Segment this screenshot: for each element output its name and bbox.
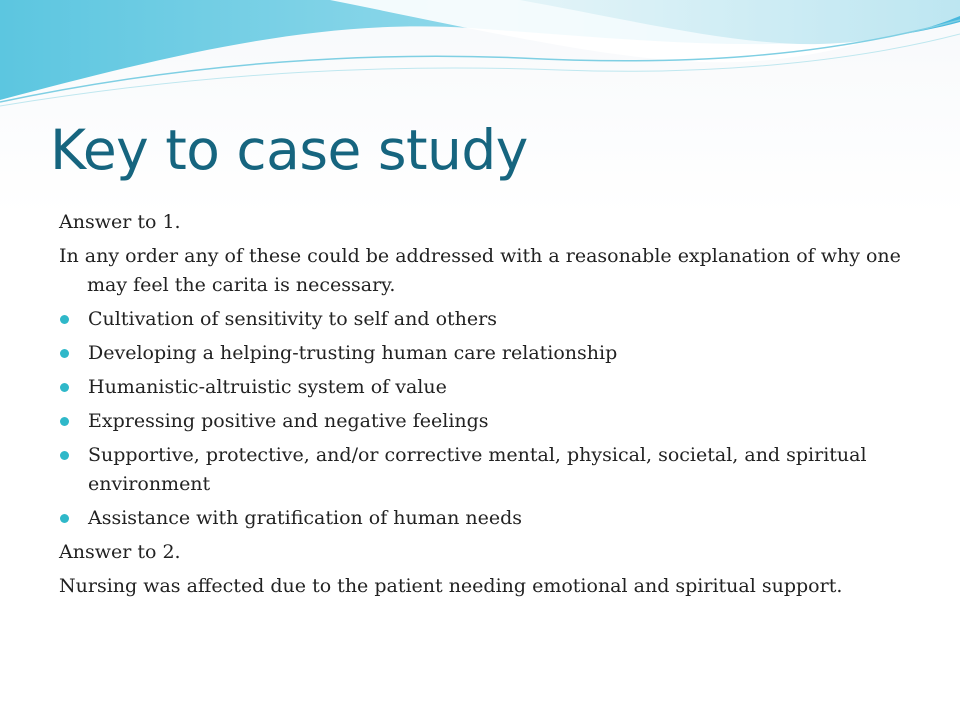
list-item-text: Humanistic-altruistic system of value: [88, 376, 447, 398]
list-item: [59, 305, 919, 334]
list-item-text: Assistance with gratification of human needs: [88, 507, 523, 529]
list-item-text: Supportive, protective, and/or corrective mental, physical, societal, and spiritual environment: [88, 444, 867, 495]
bullet-dot-icon: [60, 315, 69, 324]
list-item: [59, 504, 919, 533]
list-item: [59, 339, 919, 368]
caritas-list: [59, 305, 919, 533]
slide-title: Key to case study: [50, 118, 528, 182]
bullet-dot-icon: [60, 451, 69, 460]
answer-2-text: Nursing was affected due to the patient needing emotional and spiritual support.: [59, 575, 843, 597]
bullet-dot-icon: [60, 417, 69, 426]
list-item-text: Expressing positive and negative feelings: [88, 410, 489, 432]
slide-body: [59, 208, 919, 606]
answer-2-heading: Answer to 2.: [59, 541, 181, 563]
list-item: [59, 407, 919, 436]
bullet-dot-icon: [60, 514, 69, 523]
list-item-text: Cultivation of sensitivity to self and others: [88, 308, 497, 330]
list-item: [59, 441, 919, 499]
bullet-dot-icon: [60, 383, 69, 392]
bullet-dot-icon: [60, 349, 69, 358]
header-wave-decoration: [0, 0, 960, 110]
answer-1-heading: Answer to 1.: [59, 211, 181, 233]
answer-1-intro: In any order any of these could be addressed with a reasonable explanation of why one may feel the carita is necessary.: [59, 245, 901, 296]
list-item: [59, 373, 919, 402]
list-item-text: Developing a helping-trusting human care relationship: [88, 342, 618, 364]
